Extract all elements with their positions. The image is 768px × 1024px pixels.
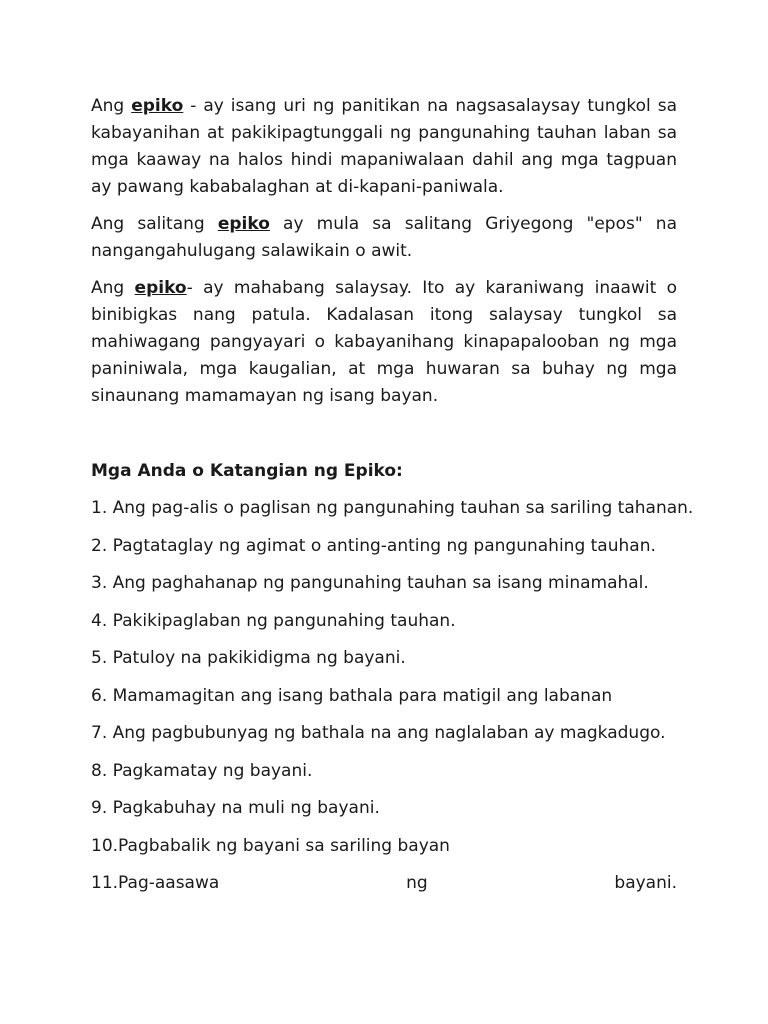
section-heading: Mga Anda o Katangian ng Epiko: xyxy=(91,461,403,481)
list-item: 5. Patuloy na pakikidigma ng bayani. xyxy=(91,648,406,668)
paragraph-text: ay mula sa salitang Griyegong "epos" na nangangahulugang salawikain o awit. xyxy=(91,214,677,261)
paragraph-description xyxy=(91,275,677,410)
list-item: 7. Ang pagbubunyag ng bathala na ang naglalaban ay magkadugo. xyxy=(91,723,666,743)
paragraph-lead: Ang xyxy=(91,278,135,298)
term-epiko: epiko xyxy=(134,278,187,298)
list-item: 8. Pagkamatay ng bayani. xyxy=(91,760,313,781)
list-item: 9. Pagkabuhay na muli ng bayani. xyxy=(91,798,380,818)
list-item: 1. Ang pag-alis o paglisan ng pangunahing tauhan sa sariling tahanan. xyxy=(91,498,694,518)
paragraph-etymology xyxy=(91,211,677,265)
list-item-word: ng xyxy=(406,873,428,893)
term-epiko: epiko xyxy=(217,214,270,234)
paragraph-definition xyxy=(91,93,677,201)
list-item: 4. Pakikipaglaban ng pangunahing tauhan. xyxy=(91,610,456,631)
list-item: 6. Mamamagitan ang isang bathala para matigil ang labanan xyxy=(91,685,613,706)
list-item: 3. Ang paghahanap ng pangunahing tauhan sa isang minamahal. xyxy=(91,573,649,593)
paragraph-text: - ay mahabang salaysay. Ito ay karaniwang inaawit o binibigkas nang patula. Kadalasan itong salaysay tungkol sa mahiwagang pangyayari o kabayanihang kinapapalooban ng mga paniniwala, mga kaugalian, at mga huwaran sa buhay ng mga sinaunang mamamayan ng isang bayan. xyxy=(91,278,677,406)
list-item-word: bayani. xyxy=(614,873,677,893)
term-epiko: epiko xyxy=(131,96,184,116)
paragraph-lead: Ang salitang xyxy=(91,214,218,234)
list-item: 2. Pagtataglay ng agimat o anting-anting ng pangunahing tauhan. xyxy=(91,535,656,556)
paragraph-lead: Ang xyxy=(91,96,132,116)
characteristics-list xyxy=(91,495,694,897)
paragraph-text: - ay isang uri ng panitikan na nagsasalaysay tungkol sa kabayanihan at pakikipagtunggali ng pangunahing tauhan laban sa mga kaaway na halos hindi mapaniwalaan dahil ang mga tagpuan ay pawang kababalaghan at di-kapani-paniwala. xyxy=(91,96,677,197)
list-item-word: 11.Pag-aasawa xyxy=(91,873,220,893)
document-page xyxy=(91,93,694,908)
list-item: 10.Pagbabalik ng bayani sa sariling bayan xyxy=(91,835,450,856)
list-item-last xyxy=(91,870,677,897)
